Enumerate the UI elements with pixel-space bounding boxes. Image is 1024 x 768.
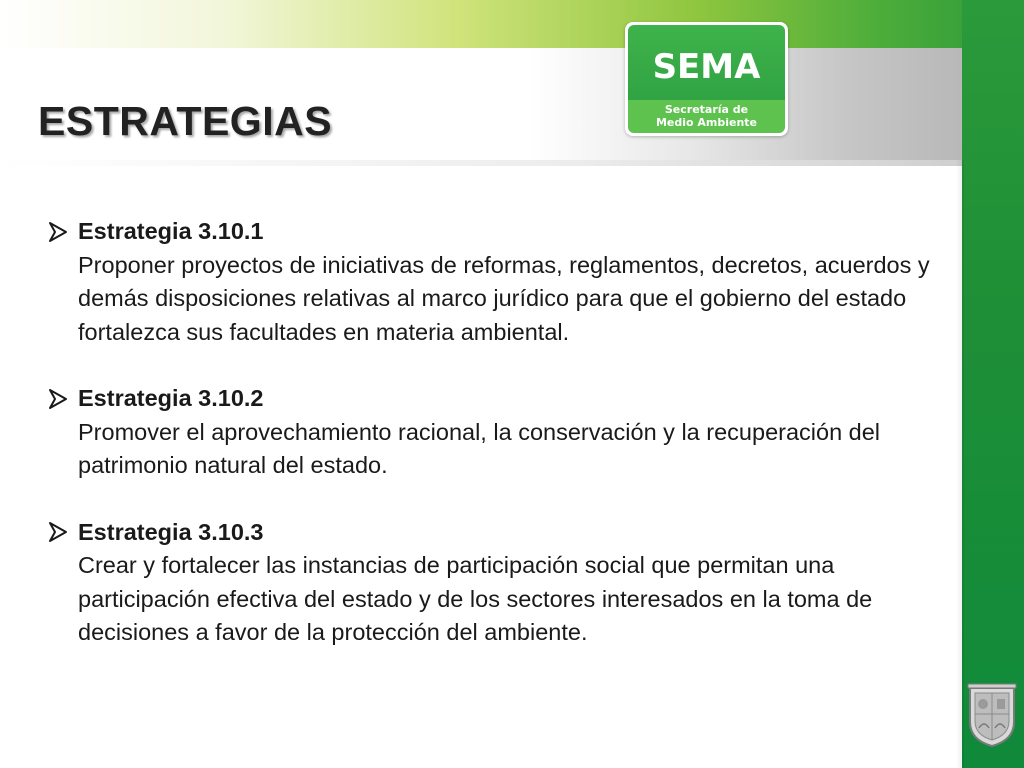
strategy-text: Promover el aprovechamiento racional, la conservación y la recuperación del patrimonio natural del estado. xyxy=(78,418,881,478)
logo-subtitle-line1: Secretaría de xyxy=(664,103,749,116)
right-green-bar xyxy=(962,0,1024,768)
arrow-bullet-icon xyxy=(46,388,70,410)
arrow-bullet-icon xyxy=(46,521,70,543)
list-item xyxy=(46,382,946,483)
logo-wordmark: SEMA xyxy=(652,47,761,87)
logo-subtitle-line2: Medio Ambiente xyxy=(655,116,758,129)
state-coat-of-arms-icon xyxy=(964,682,1020,748)
strategy-text: Proponer proyectos de iniciativas de reformas, reglamentos, decretos, acuerdos y demás disposiciones relativas al marco jurídico para que el gobierno del estado fortalezca sus facultades en materia ambiental. xyxy=(78,251,930,345)
list-item xyxy=(46,215,946,349)
strategy-heading: Estrategia 3.10.2 xyxy=(78,385,264,411)
logo-subtitle xyxy=(628,103,785,129)
arrow-bullet-icon xyxy=(46,221,70,243)
strategy-heading: Estrategia 3.10.3 xyxy=(78,518,264,545)
logo-bottom-panel xyxy=(628,100,785,133)
list-item xyxy=(46,516,946,650)
strategy-text: Crear y fortalecer las instancias de participación social que permitan una participación efectiva del estado y de los sectores interesados en la toma de decisiones a favor de la protección del ambiente. xyxy=(78,552,873,645)
sema-logo xyxy=(625,22,788,136)
strategy-heading-row xyxy=(46,382,946,416)
strategies-list xyxy=(46,215,946,683)
strategy-heading-row xyxy=(46,516,946,550)
strategy-heading-row xyxy=(46,215,946,249)
strategy-heading: Estrategia 3.10.1 xyxy=(78,218,264,244)
right-bar-shadow xyxy=(956,160,964,768)
page-title: ESTRATEGIAS xyxy=(38,98,333,144)
